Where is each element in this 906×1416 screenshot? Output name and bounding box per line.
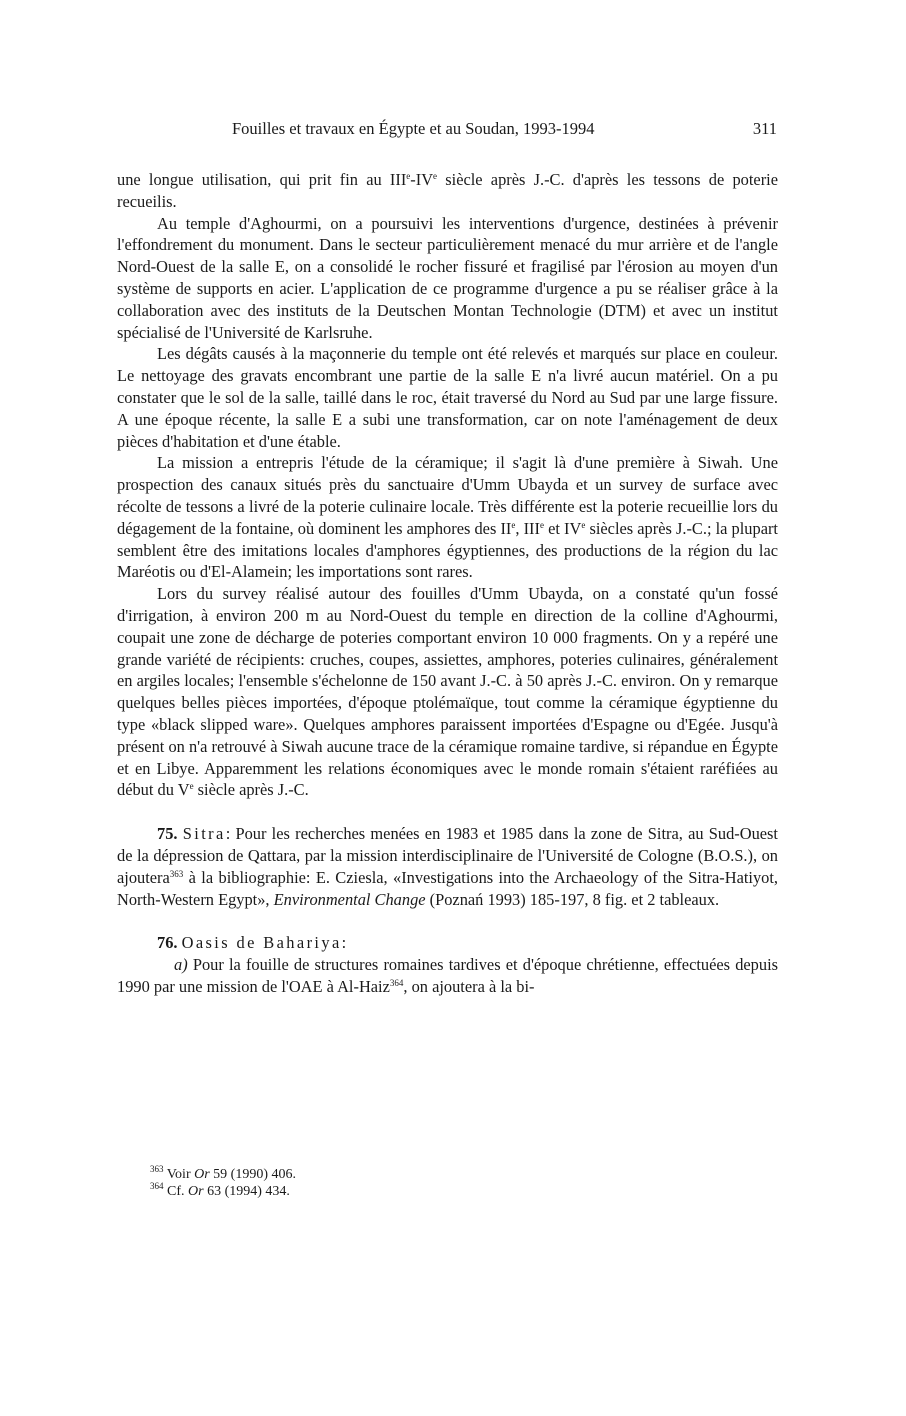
footnote-ref[interactable]: 364 — [389, 977, 404, 988]
footnote-text: Cf. — [167, 1184, 188, 1199]
footnote-number: 364 — [150, 1181, 164, 1191]
page-number: 311 — [752, 119, 777, 138]
footnotes — [150, 1166, 550, 1200]
body-paragraph: Au temple d'Aghourmi, on a poursuivi les interventions d'urgence, destinées à prévenir l'effondrement du monument. Dans le secteur particulièrement menacé du mur arrière et de l'angle Nord-Ouest de la salle E, on a consolidé le rocher fissuré et fragilisé par l'érosion au moyen d'un système de supports en acier. L'application de ce programme d'urgence a pu se réaliser grâce à la collaboration avec des instituts de la Deutschen Montan Technologie (DTM) et avec un institut spécialisé de l'Université de Karlsruhe. — [117, 213, 778, 342]
section-title: Oasis de Bahariya — [181, 933, 342, 953]
footnote-ref[interactable]: 363 — [169, 868, 184, 879]
section-text: , on ajoutera à la bi- — [403, 976, 535, 996]
main-text — [117, 169, 778, 998]
body-paragraph: une longue utilisation, qui prit fin au IIIe-IVe siècle après J.-C. d'après les tessons de poterie recueilis. — [117, 170, 778, 211]
section-text: Pour la fouille de structures romaines tardives et d'époque chrétienne, effectuées depuis 1990 par une mission de l'OAE à Al-Haiz — [117, 955, 778, 996]
section-76 — [117, 932, 778, 954]
section-title-suffix: : — [341, 933, 347, 953]
section-75 — [117, 823, 778, 910]
footnote — [150, 1166, 550, 1183]
section-number: 75. — [157, 824, 178, 844]
section-76-item-a — [117, 954, 778, 998]
footnote-text: 59 (1990) 406. — [209, 1167, 296, 1182]
footnote-text: Voir — [166, 1167, 195, 1182]
body-paragraph: Les dégâts causés à la maçonnerie du temple ont été relevés et marqués sur place en couleur. Le nettoyage des gravats encombrant une partie de la salle E n'a livré aucun matériel. On a pu constater que le sol de la salle, taillé dans le roc, était traversé du Nord au Sud par une large fissure. A une époque récente, la salle E a subi une transformation, car on note l'aménagement de deux pièces d'habitation et d'une étable. — [117, 344, 778, 451]
section-title: Sitra — [182, 824, 226, 844]
footnote-number: 363 — [150, 1164, 164, 1174]
body-paragraph: Lors du survey réalisé autour des fouilles d'Umm Ubayda, on a constaté qu'un fossé d'irrigation, à environ 200 m au Nord-Ouest du temple en direction de la colline d'Aghourmi, coupait une zone de décharge de poteries comportant environ 10 000 fragments. On y a repéré une grande variété de récipients: cruches, coupes, assiettes, amphores, poteries culinaires, généralement en argiles locales; l'ensemble s'échelonne de 150 avant J.-C. à 50 après J.-C. environ. On y remarque quelques belles pièces importées, d'époque ptolémaïque, tout comme la céramique égyptienne du type «black slipped ware». Quelques amphores paraissent importées d'Espagne ou d'Egée. Jusqu'à présent on n'a retrouvé à Siwah aucune trace de la céramique romaine tardive, si répandue en Égypte et en Libye. Apparemment les relations économiques avec le monde romain s'étaient raréfiées au début du Ve siècle après J.-C. — [117, 584, 778, 800]
body-paragraph: La mission a entrepris l'étude de la céramique; il s'agit là d'une première à Siwah. Une prospection des canaux situés près du sanctuaire d'Umm Ubayda et un survey de surface avec récolte de tessons a livré de la poterie culinaire locale. Très différente est la poterie recueillie lors du dégagement de la fontaine, où dominent les amphores des IIe, IIIe et IVe siècles après J.-C.; la plupart semblent être des imitations locales d'amphores égyptiennes, des productions de la région du lac Maréotis ou d'El-Alamein; les importations sont rares. — [117, 453, 778, 582]
section-text: à la bibliographie: E. Cziesla, «Investigations into the Archaeology of the Sitra-Hatiyot, North-Western Egypt», — [117, 867, 778, 909]
journal-abbrev: Or — [188, 1184, 204, 1199]
journal-title: Environmental Change — [273, 889, 426, 909]
footnote — [150, 1183, 550, 1200]
item-label: a) — [174, 955, 188, 975]
journal-abbrev: Or — [194, 1167, 210, 1182]
section-number: 76. — [157, 933, 178, 953]
running-header: Fouilles et travaux en Égypte et au Soudan, 1993-1994 — [232, 119, 595, 138]
section-text: : Pour les recherches menées en 1983 et 1985 dans la zone de Sitra, au Sud-Ouest de la dépression de Qattara, par la mission interdisciplinaire de l'Université de Cologne (B.O.S.), on ajoutera — [117, 824, 778, 887]
footnote-text: 63 (1994) 434. — [203, 1184, 290, 1199]
section-text: (Poznań 1993) 185-197, 8 fig. et 2 tableaux. — [425, 889, 720, 909]
